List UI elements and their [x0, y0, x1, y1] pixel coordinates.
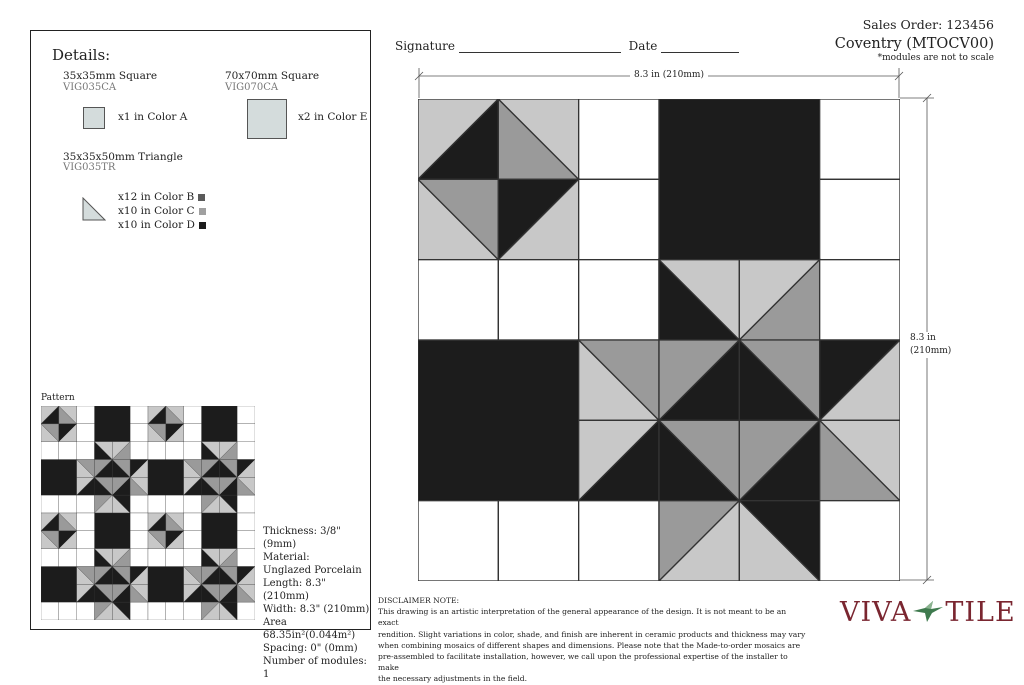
main-white-square: [820, 260, 900, 340]
pattern-black-square: [95, 406, 131, 442]
module-1-name: 35x35mm Square: [63, 70, 158, 82]
pattern-black-square: [95, 513, 131, 549]
disclaimer: [378, 595, 808, 685]
spec-area: Area 68.35in²(0.044m²): [263, 617, 356, 641]
width-label: 8.3 in (210mm): [630, 70, 708, 80]
disclaimer-line-4: pre-assembled to facilitate installation, however, we call upon the professional expertise of the installer to make: [378, 652, 788, 673]
pattern-white-square: [130, 513, 148, 531]
pattern-white-square: [184, 531, 202, 549]
main-white-square: [418, 501, 498, 581]
date-label: Date: [628, 39, 658, 53]
pattern-white-square: [237, 406, 255, 424]
height-label: 8.3 in (210mm): [910, 333, 952, 356]
module-1-code: VIG035CA: [63, 82, 117, 93]
date-line[interactable]: [661, 52, 739, 53]
triangle-swatch: [82, 197, 106, 221]
spec-material: Unglazed Porcelain: [263, 565, 362, 576]
main-white-square: [498, 260, 578, 340]
pattern-white-square: [184, 602, 202, 620]
disclaimer-title: DISCLAIMER NOTE:: [378, 596, 460, 605]
viva-tile-logo: VIVA TILE: [840, 597, 1016, 628]
main-white-square: [579, 501, 659, 581]
pattern-white-square: [59, 442, 77, 460]
signature-line[interactable]: [459, 52, 621, 53]
pattern-white-square: [41, 602, 59, 620]
pattern-white-square: [237, 442, 255, 460]
main-white-square: [498, 501, 578, 581]
pattern-white-square: [184, 549, 202, 567]
pattern-white-square: [77, 495, 95, 513]
pattern-white-square: [184, 495, 202, 513]
details-panel: [30, 30, 371, 680]
module-3-code: VIG035TR: [63, 162, 116, 173]
main-white-square: [820, 179, 900, 259]
pattern-white-square: [77, 531, 95, 549]
signature-field[interactable]: [395, 39, 739, 53]
square-35-swatch: [83, 107, 105, 129]
module-3-qty-d: x10 in Color D: [118, 219, 206, 231]
spec-thickness: Thickness: 3/8" (9mm): [263, 526, 341, 550]
pattern-black-square: [41, 567, 77, 603]
pattern-white-square: [166, 495, 184, 513]
disclaimer-line-5: the necessary adjustments in the field.: [378, 674, 528, 684]
pattern-tiles: [41, 406, 255, 620]
pattern-white-square: [184, 424, 202, 442]
main-white-square: [579, 260, 659, 340]
square-70-swatch: [247, 99, 287, 139]
specs-list: [263, 525, 370, 681]
disclaimer-line-2: rendition. Slight variations in color, shade, and finish are inherent in ceramic products and thickness may vary: [378, 629, 806, 639]
module-1-qty: x1 in Color A: [118, 111, 188, 123]
main-white-square: [418, 260, 498, 340]
module-3-name: 35x35x50mm Triangle: [63, 151, 183, 163]
pattern-white-square: [130, 406, 148, 424]
disclaimer-line-1: This drawing is an artistic interpretation of the general appearance of the design. It is not meant to be an exact: [378, 607, 787, 628]
pattern-black-square: [148, 460, 184, 496]
pattern-white-square: [77, 513, 95, 531]
pattern-white-square: [41, 495, 59, 513]
main-white-square: [820, 501, 900, 581]
hummingbird-icon: [911, 597, 945, 623]
scale-note: *modules are not to scale: [877, 53, 994, 63]
pattern-white-square: [184, 406, 202, 424]
pattern-white-square: [237, 424, 255, 442]
pattern-white-square: [148, 442, 166, 460]
pattern-white-square: [130, 424, 148, 442]
module-2-qty: x2 in Color E: [298, 111, 368, 123]
pattern-white-square: [237, 513, 255, 531]
pattern-white-square: [77, 602, 95, 620]
pattern-white-square: [237, 531, 255, 549]
pattern-white-square: [59, 549, 77, 567]
product-name: Coventry (MTOCV00): [834, 36, 994, 52]
pattern-white-square: [77, 442, 95, 460]
pattern-label: Pattern: [41, 393, 75, 403]
tile-drawing: [418, 99, 900, 581]
module-2-code: VIG070CA: [225, 82, 279, 93]
main-white-square: [820, 99, 900, 179]
pattern-white-square: [77, 406, 95, 424]
main-white-square: [579, 99, 659, 179]
pattern-white-square: [77, 549, 95, 567]
spec-width: Width: 8.3" (210mm): [263, 604, 370, 615]
pattern-white-square: [166, 602, 184, 620]
pattern-white-square: [148, 549, 166, 567]
pattern-black-square: [148, 567, 184, 603]
pattern-black-square: [202, 406, 238, 442]
pattern-white-square: [59, 602, 77, 620]
pattern-white-square: [237, 495, 255, 513]
main-black-square: [659, 99, 820, 260]
pattern-white-square: [77, 424, 95, 442]
pattern-white-square: [166, 442, 184, 460]
pattern-black-square: [41, 460, 77, 496]
pattern-white-square: [130, 531, 148, 549]
pattern-white-square: [130, 549, 148, 567]
pattern-white-square: [148, 495, 166, 513]
pattern-white-square: [41, 442, 59, 460]
disclaimer-line-3: when combining mosaics of different shapes and dimensions. Please note that the Made-to-order mosaics are: [378, 640, 801, 650]
pattern-white-square: [130, 442, 148, 460]
pattern-white-square: [130, 495, 148, 513]
spec-modules: Number of modules: 1: [263, 656, 367, 680]
module-2-name: 70x70mm Square: [225, 70, 320, 82]
details-title: Details:: [52, 46, 111, 64]
spec-length: Length: 8.3" (210mm): [263, 578, 326, 602]
spec-spacing: Spacing: 0" (0mm): [263, 643, 358, 654]
sales-order: Sales Order: 123456: [862, 17, 994, 32]
spec-material-label: Material:: [263, 552, 310, 563]
signature-label: Signature: [395, 39, 456, 53]
pattern-white-square: [59, 495, 77, 513]
main-black-square: [418, 340, 579, 501]
pattern-white-square: [166, 549, 184, 567]
pattern-white-square: [130, 602, 148, 620]
pattern-white-square: [148, 602, 166, 620]
pattern-white-square: [237, 549, 255, 567]
module-3-qty-b: x12 in Color B: [118, 191, 205, 203]
pattern-white-square: [237, 602, 255, 620]
pattern-white-square: [184, 442, 202, 460]
main-white-square: [579, 179, 659, 259]
module-3-qty-c: x10 in Color C: [118, 205, 206, 217]
pattern-white-square: [41, 549, 59, 567]
pattern-preview: [41, 406, 255, 620]
pattern-white-square: [184, 513, 202, 531]
pattern-black-square: [202, 513, 238, 549]
